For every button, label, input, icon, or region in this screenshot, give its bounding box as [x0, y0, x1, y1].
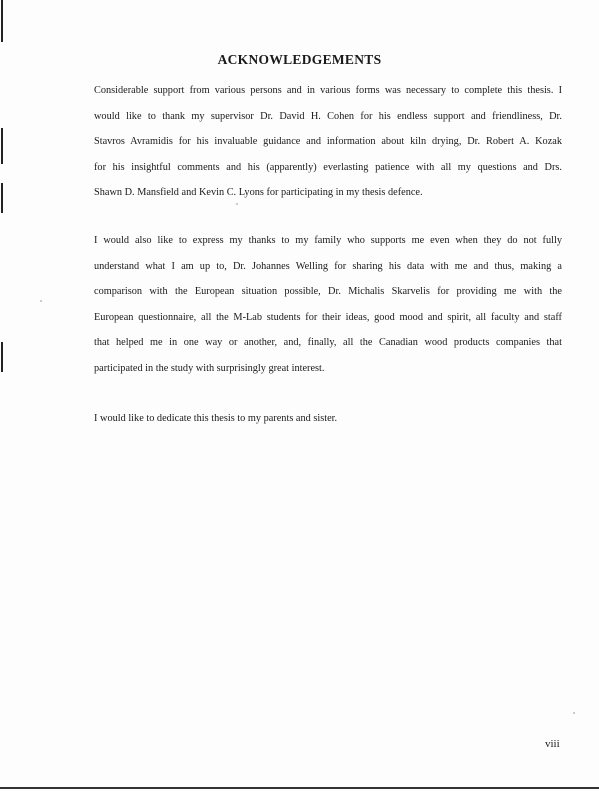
- scan-speck: [40, 300, 42, 302]
- scan-mark: [1, 342, 3, 372]
- text-line: comparison with the European situation possible, Dr. Michalis Skarvelis for providing me with the: [94, 286, 562, 298]
- paragraph-2: [94, 228, 562, 382]
- text-line: European questionnaire, all the M-Lab students for their ideas, good mood and spirit, all faculty and staff: [94, 311, 562, 323]
- scan-speck: [573, 712, 575, 714]
- text-line: Considerable support from various persons and in various forms was necessary to complete this thesis. I: [94, 85, 562, 96]
- page-number: viii: [545, 738, 560, 750]
- text-line: participated in the study with surprisingly great interest.: [94, 362, 325, 374]
- page-bottom-edge: [0, 787, 599, 789]
- scan-mark: [1, 128, 3, 164]
- text-line: I would also like to express my thanks to my family who supports me even when they do not fully: [94, 235, 562, 246]
- text-line: would like to thank my supervisor Dr. David H. Cohen for his endless support and friendliness, Dr.: [94, 110, 562, 122]
- text-line: that helped me in one way or another, and, finally, all the Canadian wood products companies that: [94, 337, 562, 349]
- text-line: for his insightful comments and his (apparently) everlasting patience with all my questions and Drs.: [94, 161, 562, 173]
- scan-mark: [1, 0, 3, 42]
- text-line: understand what I am up to, Dr. Johannes Welling for sharing his data with me and thus, making a: [94, 260, 562, 272]
- paragraph-3: [94, 406, 562, 432]
- text-line: Stavros Avramidis for his invaluable guidance and information about kiln drying, Dr. Robert A. Kozak: [94, 136, 562, 148]
- text-line: I would like to dedicate this thesis to my parents and sister.: [94, 413, 338, 424]
- paragraph-1: [94, 78, 562, 206]
- text-line: Shawn D. Mansfield and Kevin C. Lyons for participating in my thesis defence.: [94, 187, 423, 199]
- page-title: ACKNOWLEDGEMENTS: [217, 52, 382, 67]
- scan-mark: [1, 183, 3, 213]
